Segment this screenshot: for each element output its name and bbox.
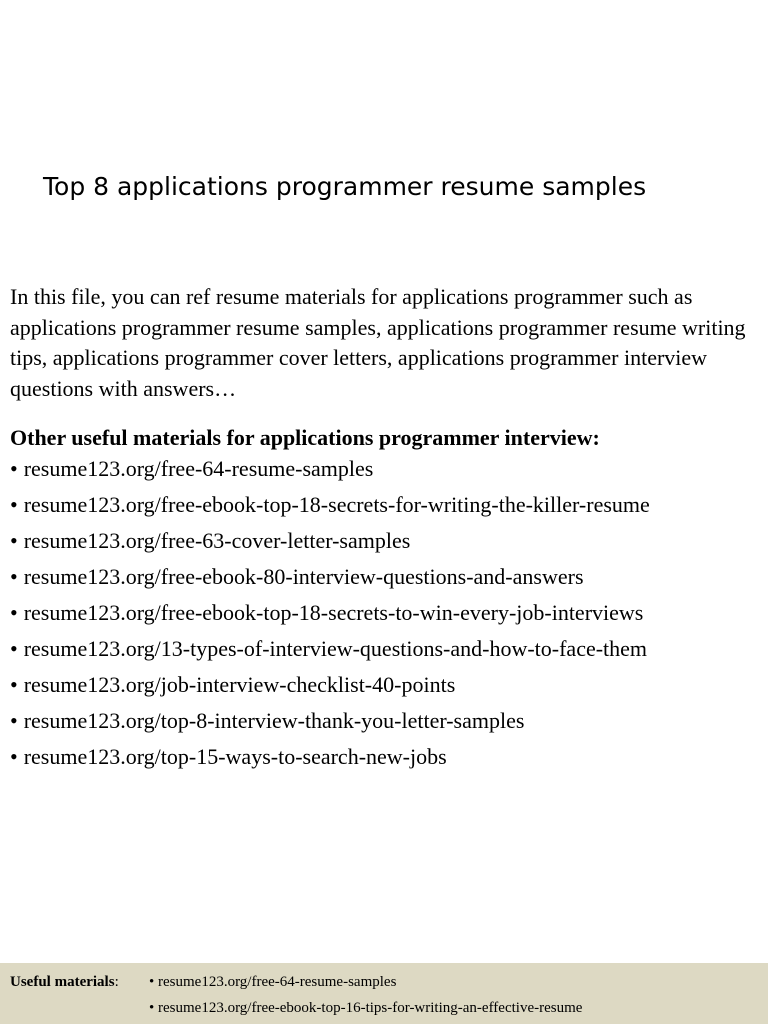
footer-label <box>10 970 119 994</box>
footer-label-separator: : <box>114 974 119 990</box>
list-item <box>10 671 762 707</box>
bullet-icon: • <box>149 974 155 990</box>
resource-link[interactable]: resume123.org/free-64-resume-samples <box>23 456 374 481</box>
materials-heading: Other useful materials for applications programmer interview: <box>10 425 600 450</box>
bullet-icon: • <box>10 744 18 769</box>
list-item <box>10 743 762 779</box>
bullet-icon: • <box>149 1000 155 1016</box>
footer-link-item <box>149 996 582 1020</box>
list-item <box>10 455 762 491</box>
bullet-icon: • <box>10 672 18 697</box>
resource-link[interactable]: resume123.org/free-ebook-top-18-secrets-for-writing-the-killer-resume <box>23 492 650 517</box>
bullet-icon: • <box>10 456 18 481</box>
footer-link-item <box>149 970 396 994</box>
bullet-icon: • <box>10 600 18 625</box>
resource-link[interactable]: resume123.org/free-63-cover-letter-samples <box>23 528 411 553</box>
footer-link[interactable]: resume123.org/free-64-resume-samples <box>158 974 397 990</box>
materials-section <box>10 423 762 779</box>
resource-link[interactable]: resume123.org/free-ebook-80-interview-questions-and-answers <box>23 564 584 589</box>
list-item <box>10 563 762 599</box>
list-item <box>10 491 762 527</box>
resource-link[interactable]: resume123.org/13-types-of-interview-questions-and-how-to-face-them <box>23 636 648 661</box>
intro-paragraph: In this file, you can ref resume materials for applications programmer such as applications programmer resume samples, applications programmer resume writing tips, applications programmer cover letters, applications programmer interview questions with answers… <box>10 284 746 401</box>
page-title: Top 8 applications programmer resume samples <box>43 172 647 201</box>
resource-link[interactable]: resume123.org/free-ebook-top-18-secrets-to-win-every-job-interviews <box>23 600 644 625</box>
resource-link[interactable]: resume123.org/job-interview-checklist-40-points <box>23 672 456 697</box>
list-item <box>10 527 762 563</box>
bullet-icon: • <box>10 708 18 733</box>
bullet-icon: • <box>10 492 18 517</box>
list-item <box>10 635 762 671</box>
bullet-icon: • <box>10 528 18 553</box>
materials-list <box>10 455 762 779</box>
footer-link[interactable]: resume123.org/free-ebook-top-16-tips-for-writing-an-effective-resume <box>158 1000 583 1016</box>
bullet-icon: • <box>10 564 18 589</box>
resource-link[interactable]: resume123.org/top-8-interview-thank-you-letter-samples <box>23 708 525 733</box>
footer-label-text: Useful materials <box>10 974 115 990</box>
list-item <box>10 707 762 743</box>
resource-link[interactable]: resume123.org/top-15-ways-to-search-new-jobs <box>23 744 447 769</box>
list-item <box>10 599 762 635</box>
bullet-icon: • <box>10 636 18 661</box>
footer-bar <box>0 963 768 1024</box>
